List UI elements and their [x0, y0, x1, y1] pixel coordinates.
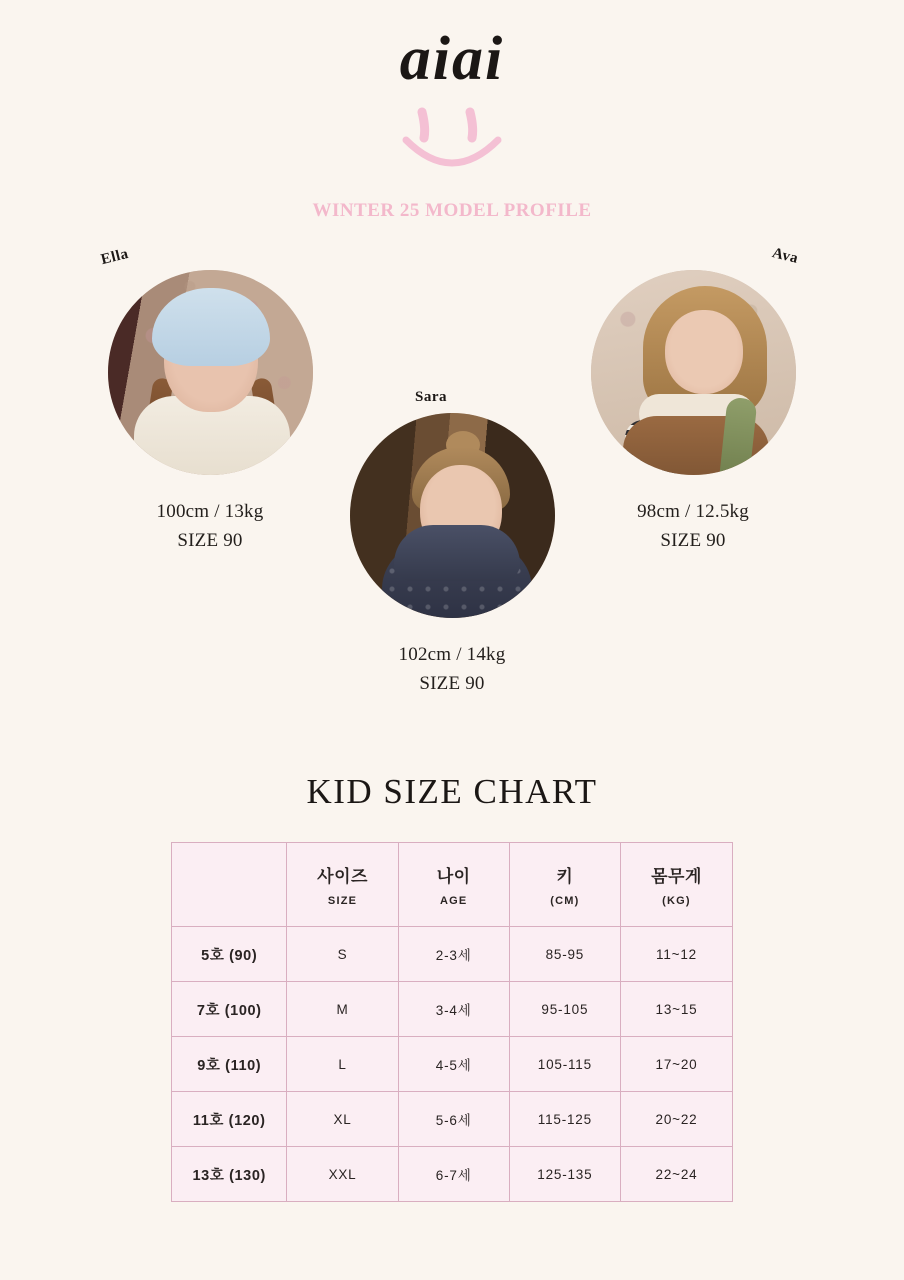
- model-name: Sara: [415, 389, 447, 405]
- header-cell-size: [287, 843, 398, 927]
- table-header-row: [172, 843, 733, 927]
- cell-age: 5-6세: [398, 1092, 509, 1147]
- header-label-ko: 나이: [436, 867, 471, 886]
- model-stats: [337, 640, 567, 699]
- cell-age: 3-4세: [398, 982, 509, 1037]
- cell-weight: 22~24: [621, 1147, 733, 1202]
- row-label: 7호 (100): [172, 982, 287, 1037]
- model-measurements: 98cm / 12.5kg: [637, 501, 749, 522]
- model-card-ella: [95, 245, 325, 556]
- header-label-en: AGE: [439, 895, 468, 907]
- model-name: Ella: [99, 245, 131, 269]
- page-subtitle: WINTER 25 MODEL PROFILE: [312, 200, 592, 221]
- table-row: [172, 1092, 733, 1147]
- model-size: SIZE 90: [177, 530, 243, 552]
- cell-weight: 11~12: [621, 927, 733, 982]
- model-photo-ava: [591, 270, 796, 475]
- model-size: SIZE 90: [660, 530, 726, 552]
- cell-weight: 20~22: [621, 1092, 733, 1147]
- row-label: 13호 (130): [172, 1147, 287, 1202]
- cell-height: 85-95: [509, 927, 620, 982]
- cell-height: 105-115: [509, 1037, 620, 1092]
- cell-age: 6-7세: [398, 1147, 509, 1202]
- model-size: SIZE 90: [419, 673, 485, 695]
- cell-height: 115-125: [509, 1092, 620, 1147]
- header-label-en: (CM): [550, 895, 580, 907]
- row-label: 9호 (110): [172, 1037, 287, 1092]
- row-label: 11호 (120): [172, 1092, 287, 1147]
- header-label-en: SIZE: [327, 895, 358, 907]
- cell-height: 125-135: [509, 1147, 620, 1202]
- table-row: [172, 1147, 733, 1202]
- cell-size: M: [287, 982, 398, 1037]
- header-cell-age: [398, 843, 509, 927]
- model-profiles: [0, 244, 904, 754]
- cell-size: L: [287, 1037, 398, 1092]
- header-cell-height: [509, 843, 620, 927]
- model-photo-ella: [108, 270, 313, 475]
- cell-age: 2-3세: [398, 927, 509, 982]
- row-label: 5호 (90): [172, 927, 287, 982]
- header-cell-weight: [621, 843, 733, 927]
- model-card-sara: [337, 389, 567, 699]
- cell-size: XL: [287, 1092, 398, 1147]
- brand-logo: aiai: [399, 25, 505, 93]
- header-label-ko: 사이즈: [317, 867, 368, 886]
- model-card-ava: [578, 245, 808, 556]
- header-label-ko: 키: [556, 867, 574, 886]
- cell-height: 95-105: [509, 982, 620, 1037]
- model-measurements: 102cm / 14kg: [398, 644, 506, 665]
- model-stats: [578, 497, 808, 556]
- size-chart-table: [171, 842, 733, 1202]
- model-photo-sara: [350, 413, 555, 618]
- model-stats: [95, 497, 325, 556]
- cell-weight: 17~20: [621, 1037, 733, 1092]
- size-chart-title: KID SIZE CHART: [306, 772, 598, 811]
- table-row: [172, 982, 733, 1037]
- header-label-ko: 몸무게: [651, 867, 702, 886]
- smile-face-icon: [0, 104, 904, 174]
- header-cell-blank: [172, 843, 287, 927]
- header-label-en: (KG): [662, 895, 691, 907]
- model-measurements: 100cm / 13kg: [156, 501, 264, 522]
- cell-weight: 13~15: [621, 982, 733, 1037]
- model-name: Ava: [770, 245, 800, 267]
- table-row: [172, 1037, 733, 1092]
- table-row: [172, 927, 733, 982]
- cell-age: 4-5세: [398, 1037, 509, 1092]
- cell-size: S: [287, 927, 398, 982]
- cell-size: XXL: [287, 1147, 398, 1202]
